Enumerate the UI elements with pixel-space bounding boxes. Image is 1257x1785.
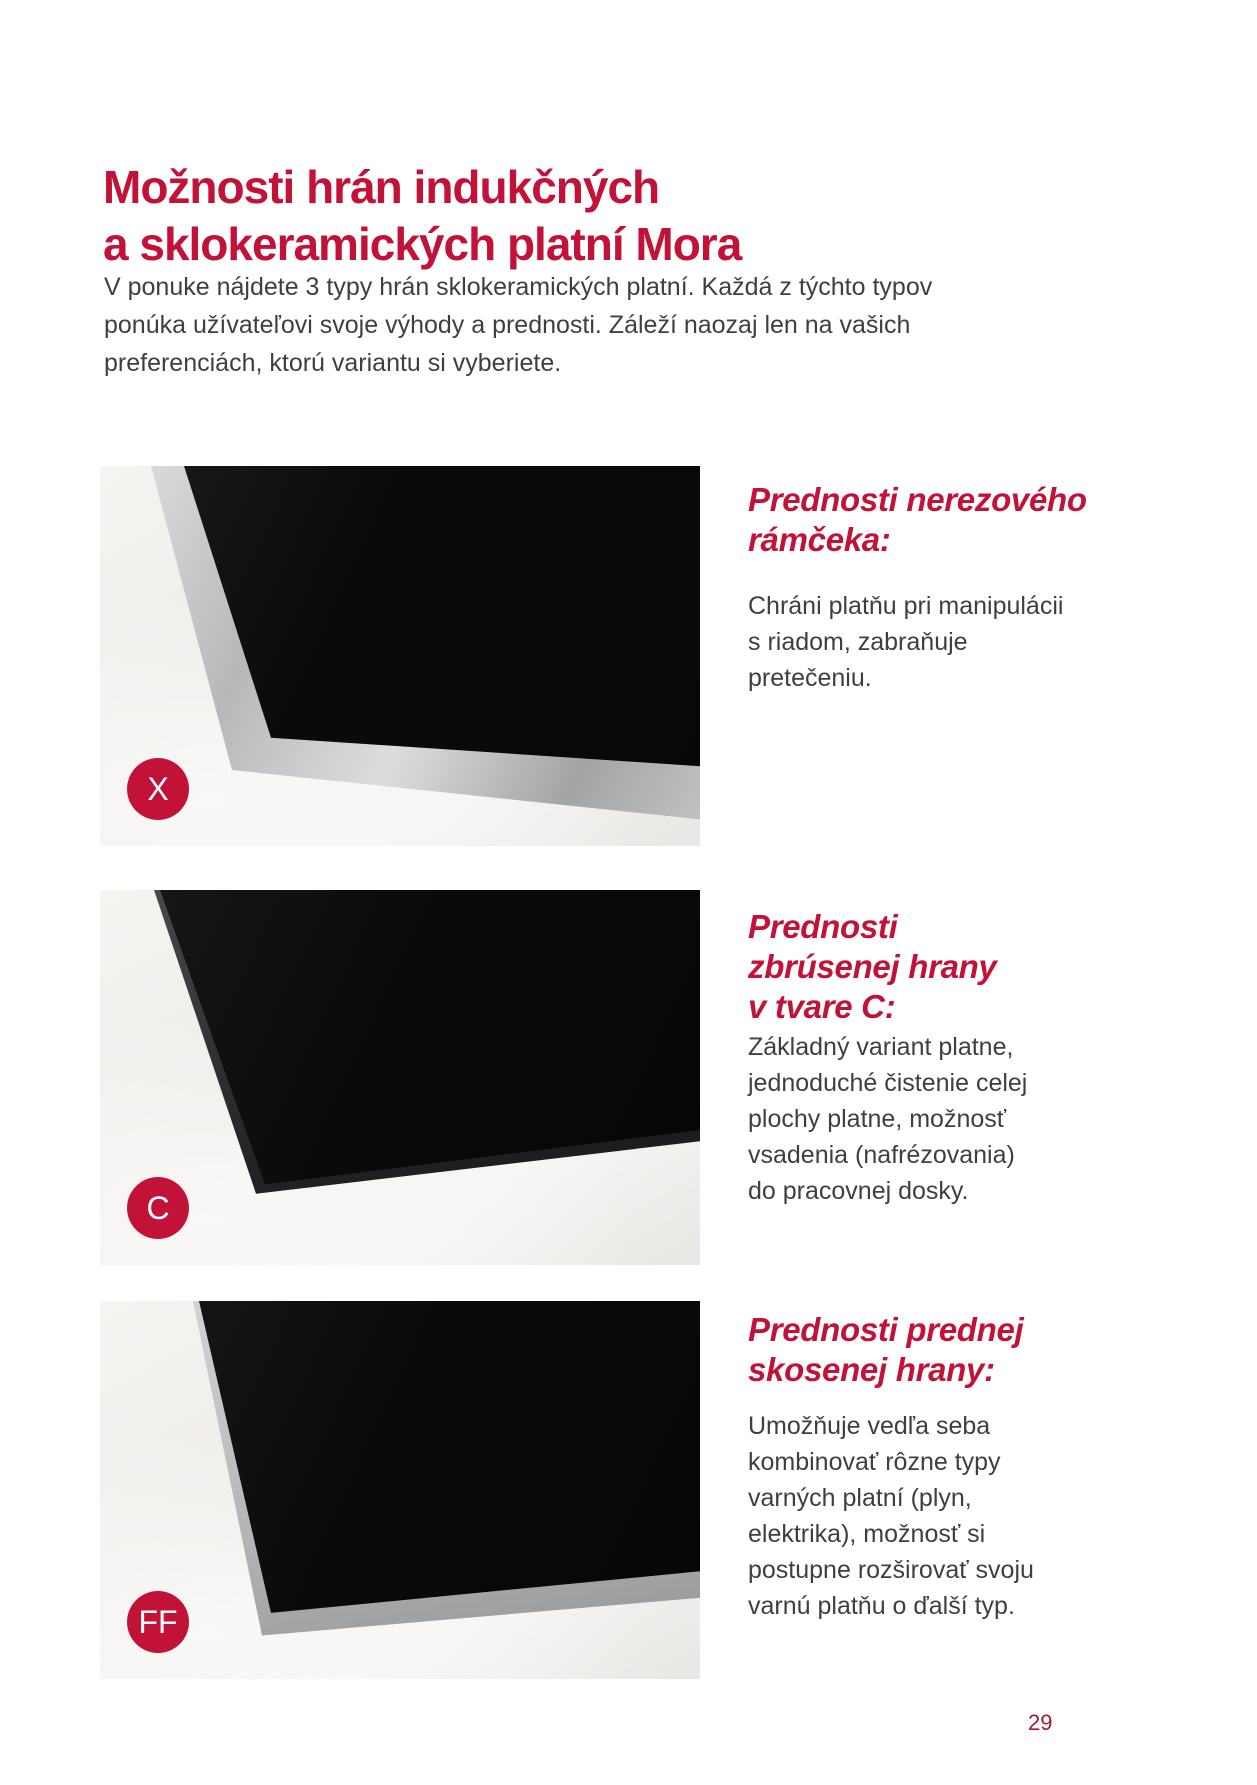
page-title-line2: a sklokeramických platní Mora (103, 217, 742, 270)
badge-c-label: C (146, 1190, 170, 1226)
page-number: 29 (1028, 1710, 1053, 1735)
section-text-c-edge (748, 890, 1218, 1265)
badge-x-label: X (147, 771, 169, 807)
section-body (748, 588, 1063, 696)
section-heading-line: zbrúsenej hrany (748, 948, 997, 985)
section-body-line: varnú platňu o ďalší typ. (748, 1592, 1015, 1620)
section-heading (748, 907, 997, 1027)
intro-line: V ponuke nájdete 3 typy hrán sklokeramických platní. Každá z týchto typov (104, 273, 933, 301)
section-body-line: s riadom, zabraňuje (748, 628, 968, 656)
section-body-line: pretečeniu. (748, 664, 872, 692)
section-stainless-frame (100, 466, 1200, 846)
hob-photo-stainless-frame (100, 466, 700, 846)
section-heading-line: rámčeka: (748, 521, 891, 558)
section-body-line: postupne rozširovať svoju (748, 1556, 1034, 1584)
section-body-line: kombinovať rôzne typy (748, 1448, 1001, 1476)
intro-line: ponúka užívateľovi svoje výhody a prednosti. Záleží naozaj len na vašich (104, 311, 911, 339)
section-heading (748, 1310, 1023, 1390)
hob-photo-c-edge (100, 890, 700, 1265)
section-heading-line: v tvare C: (748, 988, 896, 1025)
section-heading-line: Prednosti prednej (748, 1311, 1024, 1348)
badge-ff-label: FF (138, 1604, 178, 1640)
section-body-line: jednoduché čistenie celej (748, 1069, 1028, 1097)
section-body-line: plochy platne, možnosť (748, 1105, 1007, 1133)
page-title-line1: Možnosti hrán indukčných (103, 160, 660, 213)
section-body-line: Chráni platňu pri manipulácii (748, 592, 1064, 620)
section-body-line: vsadenia (nafrézovania) (748, 1141, 1015, 1169)
section-body (748, 1408, 1034, 1624)
section-body (748, 1029, 1027, 1209)
badge-x (127, 758, 189, 820)
section-body-line: elektrika), možnosť si (748, 1520, 986, 1548)
intro-line: preferenciách, ktorú variantu si vyberiete. (104, 349, 562, 377)
section-body-line: Základný variant platne, (748, 1033, 1014, 1061)
glass-ceramic-panel (100, 890, 700, 1265)
section-heading-line: Prednosti nerezového (748, 481, 1087, 518)
badge-c (127, 1177, 189, 1239)
page-title (103, 159, 741, 273)
section-body-line: Umožňuje vedľa seba (748, 1412, 991, 1440)
hob-photo-front-bevel (100, 1301, 700, 1679)
section-heading (748, 480, 1087, 560)
section-heading-line: skosenej hrany: (748, 1351, 995, 1388)
section-body-line: do pracovnej dosky. (748, 1177, 969, 1205)
section-body-line: varných platní (plyn, (748, 1484, 972, 1512)
section-text-stainless-frame (748, 466, 1218, 846)
section-text-front-bevel (748, 1301, 1218, 1679)
section-front-bevel (100, 1301, 1200, 1679)
section-heading-line: Prednosti (748, 908, 898, 945)
section-c-edge (100, 890, 1200, 1265)
intro-paragraph (104, 268, 932, 382)
badge-ff (127, 1591, 189, 1653)
